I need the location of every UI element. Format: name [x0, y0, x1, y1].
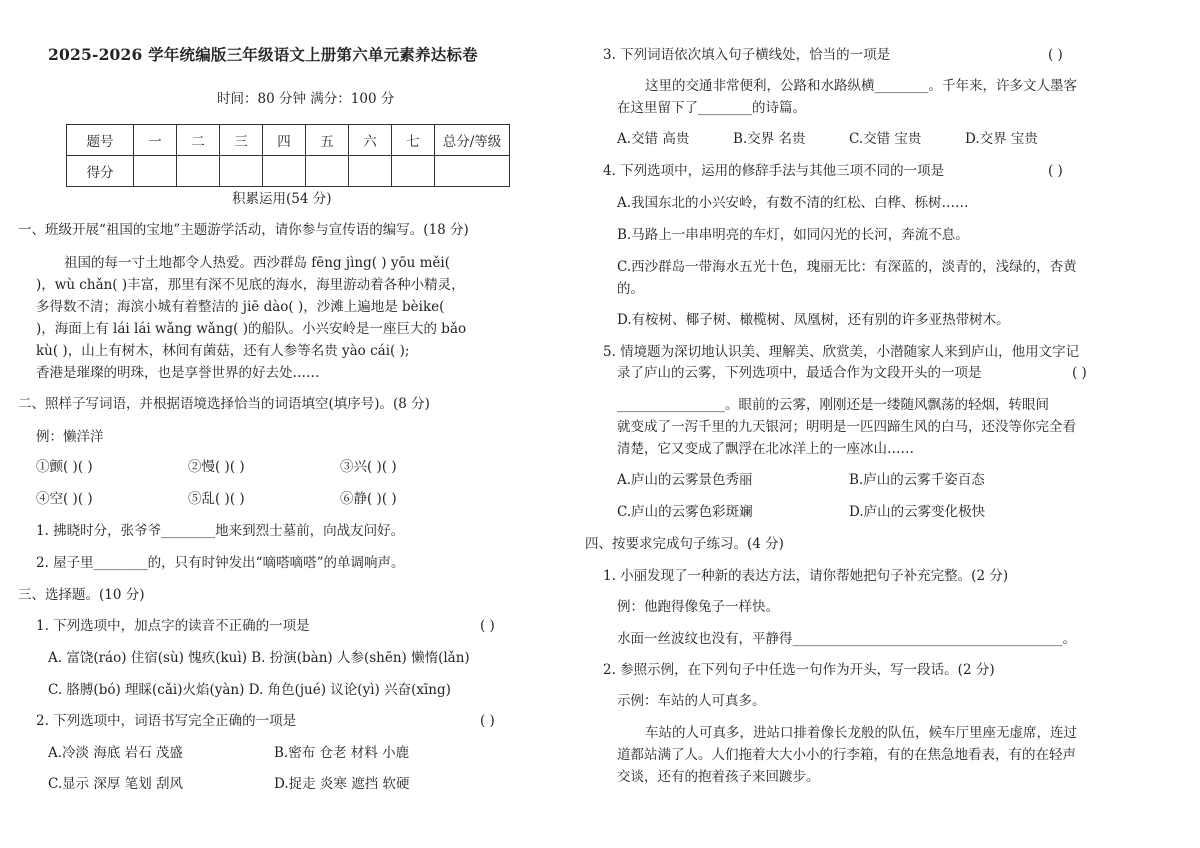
q4-s2-paragraph: 车站的人可真多，进站口排着像长龙般的队伍，候车厅里座无虚席，连过 — [645, 725, 1077, 741]
table-cell: 二 — [177, 125, 220, 156]
score-cell[interactable] — [177, 156, 220, 187]
q3-heading: 三、选择题。(10 分) — [18, 587, 145, 603]
q3-item5-stem: 5. 情境题为深切地认识美、理解美、欣赏美，小潜随家人来到庐山，他用文字记 — [603, 344, 1080, 360]
q3-item4-option: A.我国东北的小兴安岭，有数不清的红松、白桦、栎树…… — [617, 195, 969, 211]
q3-item3-option: C.交错 宝贵 — [849, 131, 922, 147]
q1-line: )，海面上有 lái lái wǎng wǎng( )的船队。小兴安岭是一座巨大的 bǎo — [36, 321, 467, 337]
q2-word-item: ⑥静( )( ) — [340, 491, 397, 507]
table-row — [67, 156, 510, 187]
q2-word-item: ③兴( )( ) — [340, 459, 397, 475]
q3-item5-text: 清楚，它又变成了飘浮在北冰洋上的一座冰山…… — [617, 441, 914, 457]
q3-item1-options: A. 富饶(ráo) 住宿(sù) 愧疚(kuì) B. 扮演(bàn) 人参(shēn) 懒惰(lǎn) — [48, 650, 470, 666]
q3-item2-option: B.密布 仓老 材料 小鹿 — [274, 745, 410, 761]
q3-item2-stem: 2. 下列选项中，词语书写完全正确的一项是 — [36, 713, 297, 729]
q4-s1-answer-line[interactable]: 水面一丝波纹也没有，平静得________________________________________。 — [617, 631, 1076, 647]
answer-paren[interactable]: ( ) — [1048, 47, 1063, 63]
q3-item5-option: B.庐山的云雾千姿百态 — [849, 472, 985, 488]
q1-heading: 一、班级开展“祖国的宝地”主题游学活动，请你参与宣传语的编写。(18 分) — [18, 222, 469, 238]
answer-paren[interactable]: ( ) — [1072, 365, 1087, 381]
q4-s2: 2. 参照示例，在下列句子中任选一句作为开头，写一段话。(2 分) — [603, 662, 995, 678]
q1-line: 祖国的每一寸土地都令人热爱。西沙群岛 fēng jìng( ) yōu měi( — [64, 255, 450, 271]
score-cell[interactable] — [349, 156, 392, 187]
table-cell: 四 — [263, 125, 306, 156]
table-cell: 六 — [349, 125, 392, 156]
table-row — [67, 125, 510, 156]
score-cell[interactable] — [263, 156, 306, 187]
answer-paren[interactable]: ( ) — [480, 713, 495, 729]
answer-paren[interactable]: ( ) — [480, 618, 495, 634]
q3-item4-option: D.有桉树、椰子树、橄榄树、凤凰树，还有别的许多亚热带树木。 — [617, 312, 1010, 328]
q2-word-item: ②慢( )( ) — [188, 459, 245, 475]
q4-s2-paragraph: 交谈，还有的抱着孩子来回踱步。 — [617, 769, 820, 785]
table-cell: 一 — [134, 125, 177, 156]
q3-item2-option: D.捉走 炎寒 遮挡 软硬 — [274, 776, 410, 792]
q3-item5-text: 就变成了一泻千里的九天银河；明明是一匹四蹄生风的白马，还没等你完全看 — [617, 419, 1076, 435]
score-cell[interactable] — [134, 156, 177, 187]
q4-s1: 1. 小丽发现了一种新的表达方法，请你帮她把句子补充完整。(2 分) — [603, 568, 1009, 584]
q3-item5-text: ________________。眼前的云雾，刚刚还是一缕随风飘荡的轻烟，转眼间 — [617, 397, 1049, 413]
q3-item4-stem: 4. 下列选项中，运用的修辞手法与其他三项不同的一项是 — [603, 163, 945, 179]
q1-line: 多得数不清；海滨小城有着整洁的 jiē dào( )，沙滩上遍地是 bèike( — [36, 299, 445, 315]
q4-s2-example: 示例：车站的人可真多。 — [617, 693, 766, 709]
q3-item5-stem: 录了庐山的云雾，下列选项中，最适合作为文段开头的一项是 — [617, 365, 982, 381]
q1-line: kù( )，山上有树木，林间有菌菇，还有人参等名贵 yào cái( ); — [36, 343, 410, 359]
q2-word-item: ⑤乱( )( ) — [188, 491, 245, 507]
q3-item3-text: 在这里留下了________的诗篇。 — [617, 100, 806, 116]
table-cell: 三 — [220, 125, 263, 156]
score-cell[interactable] — [435, 156, 510, 187]
table-cell: 五 — [306, 125, 349, 156]
q3-item3-option: A.交错 高贵 — [617, 131, 690, 147]
q2-example: 例：懒洋洋 — [36, 429, 104, 445]
q3-item5-option: C.庐山的云雾色彩斑斓 — [617, 504, 753, 520]
q3-item3-option: B.交界 名贵 — [733, 131, 806, 147]
score-cell[interactable] — [392, 156, 435, 187]
time-info: 时间：80 分钟 满分：100 分 — [217, 91, 395, 107]
table-cell: 得分 — [67, 156, 134, 187]
q2-word-item: ①颤( )( ) — [36, 459, 93, 475]
q2-heading: 二、照样子写词语，并根据语境选择恰当的词语填空(填序号)。(8 分) — [18, 396, 430, 412]
q3-item3-option: D.交界 宝贵 — [965, 131, 1038, 147]
score-cell[interactable] — [306, 156, 349, 187]
q3-item3-stem: 3. 下列词语依次填入句子横线处，恰当的一项是 — [603, 47, 891, 63]
q3-item1-stem: 1. 下列选项中，加点字的读音不正确的一项是 — [36, 618, 310, 634]
q2-sentence: 2. 屋子里________的，只有时钟发出“嘀嗒嘀嗒”的单调响声。 — [36, 555, 405, 571]
q1-line: 香港是璀璨的明珠，也是享誉世界的好去处…… — [36, 365, 320, 381]
table-cell: 总分/等级 — [435, 125, 510, 156]
q4-s1-example: 例：他跑得像兔子一样快。 — [617, 599, 779, 615]
q2-sentence: 1. 拂晓时分，张爷爷________地来到烈士墓前，向战友问好。 — [36, 523, 405, 539]
q3-item4-option: C.西沙群岛一带海水五光十色，瑰丽无比：有深蓝的，淡青的，浅绿的，杏黄 — [617, 259, 1077, 275]
q2-word-item: ④空( )( ) — [36, 491, 93, 507]
table-cell: 题号 — [67, 125, 134, 156]
q3-item2-option: A.冷淡 海底 岩石 茂盛 — [48, 745, 183, 761]
q3-item4-option: B.马路上一串串明亮的车灯，如同闪光的长河，奔流不息。 — [617, 227, 969, 243]
answer-paren[interactable]: ( ) — [1048, 163, 1063, 179]
exam-title: 2025-2026 学年统编版三年级语文上册第六单元素养达标卷 — [48, 45, 478, 64]
q4-s2-paragraph: 道都站满了人。人们拖着大大小小的行李箱，有的在焦急地看表，有的在轻声 — [617, 747, 1076, 763]
q3-item5-option: D.庐山的云雾变化极快 — [849, 504, 986, 520]
q4-heading: 四、按要求完成句子练习。(4 分) — [585, 536, 784, 552]
score-table — [66, 124, 510, 187]
q3-item1-options: C. 胳膊(bó) 理睬(cǎi)火焰(yàn) D. 角色(jué) 议论(yì) 兴奋(xīng) — [48, 682, 451, 698]
q3-item4-option: 的。 — [617, 281, 644, 297]
table-cell: 七 — [392, 125, 435, 156]
q3-item3-text: 这里的交通非常便利，公路和水路纵横________。千年来，许多文人墨客 — [645, 78, 1077, 94]
score-cell[interactable] — [220, 156, 263, 187]
q3-item2-option: C.显示 深厚 笔划 刮风 — [48, 776, 184, 792]
q1-line: )，wù chǎn( )丰富，那里有深不见底的海水，海里游动着各种小精灵， — [36, 277, 465, 293]
section-accum: 积累运用(54 分) — [232, 191, 332, 207]
q3-item5-option: A.庐山的云雾景色秀丽 — [617, 472, 753, 488]
